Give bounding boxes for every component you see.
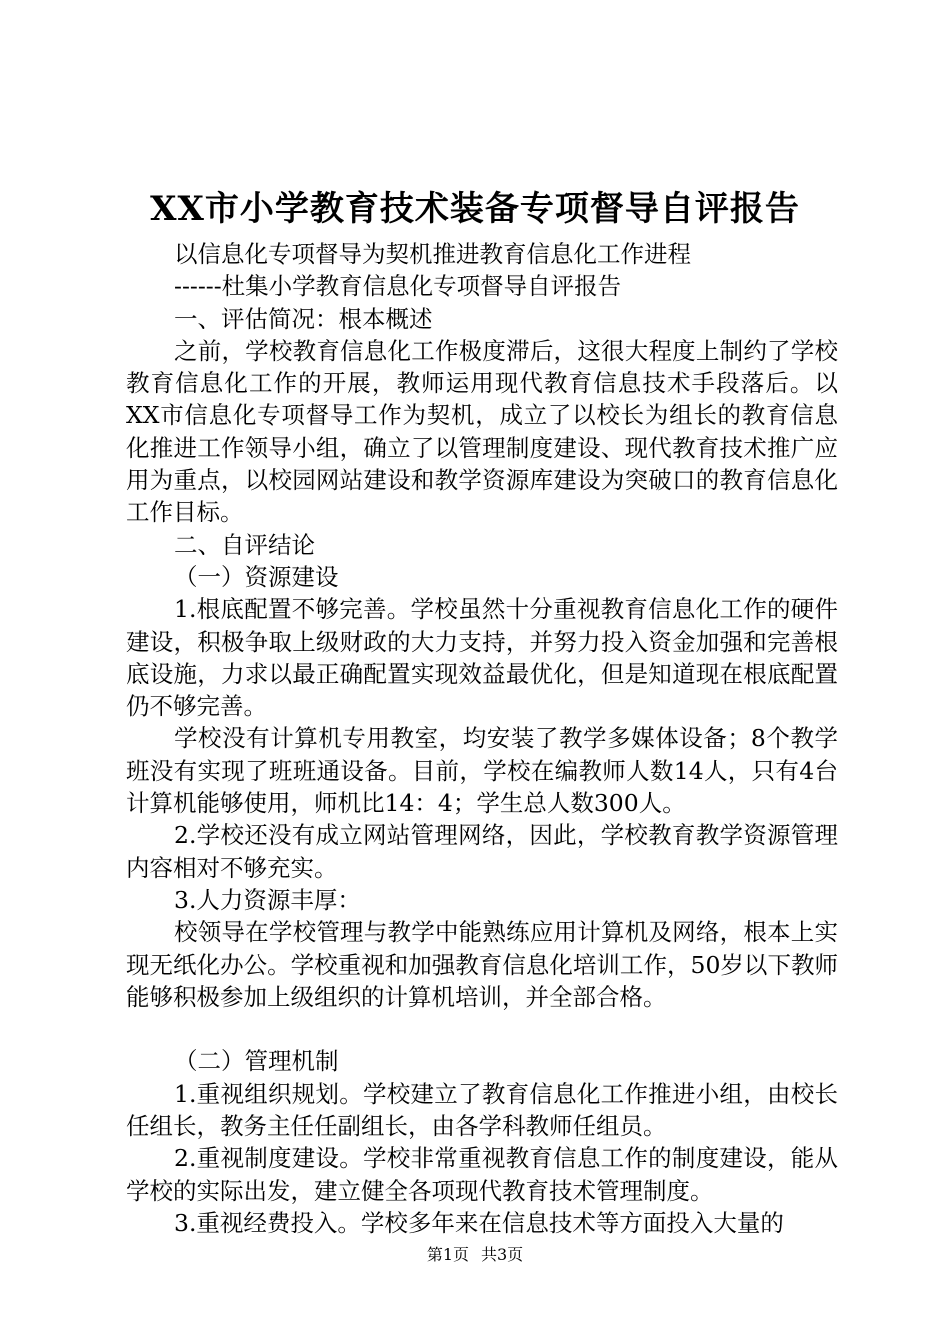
page-footer [0,1244,950,1266]
blank-line [126,1013,838,1045]
document-body [126,238,838,1239]
document-title: XX市小学教育技术装备专项督导自评报告 [150,189,800,229]
paragraph: 1.重视组织规划。学校建立了教育信息化工作推进小组，由校长任组长，教务主任任副组长，由各学科教师任组员。 [126,1079,838,1141]
subsection-heading: （二）管理机制 [174,1047,339,1076]
subsection-heading: （一）资源建设 [174,562,339,591]
paragraph: 2.学校还没有成立网站管理网络，因此，学校教育教学资源管理内容相对不够充实。 [126,821,838,882]
paragraph: 学校没有计算机专用教室，均安装了教学多媒体设备；8个教学班没有实现了班班通设备。目前，学校在编教师人数14人，只有4台计算机能够使用，师机比14：4；学生总人数300人。 [126,724,838,818]
paragraph: 2.重视制度建设。学校非常重视教育信息工作的制度建设，能从学校的实际出发，建立健全各项现代教育技术管理制度。 [126,1144,838,1205]
paragraph: 校领导在学校管理与教学中能熟练应用计算机及网络，根本上实现无纸化办公。学校重视和加强教育信息化培训工作，50岁以下教师能够积极参加上级组织的计算机培训，并全部合格。 [126,918,838,1011]
paragraph: 3.重视经费投入。学校多年来在信息技术等方面投入大量的 [174,1208,784,1237]
subtitle-secondary: ------杜集小学教育信息化专项督导自评报告 [174,272,622,301]
paragraph: 之前，学校教育信息化工作极度滞后，这很大程度上制约了学校教育信息化工作的开展，教师运用现代教育信息技术手段落后。以XX市信息化专项督导工作为契机，成立了以校长为组长的教育信息化推进工作领导小组，确立了以管理制度建设、现代教育技术推广应用为重点，以校园网站建设和教学资源库建设为突破口的教育信息化工作目标。 [126,336,838,527]
paragraph: 1.根底配置不够完善。学校虽然十分重视教育信息化工作的硬件建设，积极争取上级财政的大力支持，并努力投入资金加强和完善根底设施，力求以最正确配置实现效益最优化，但是知道现在根底配置仍不够完善。 [126,595,838,721]
section-heading: 一、评估简况：根本概述 [174,304,433,333]
page-total: 共3页 [481,1245,524,1264]
subtitle: 以信息化专项督导为契机推进教育信息化工作进程 [174,240,691,268]
paragraph: 3.人力资源丰厚： [174,885,361,914]
page-number: 第1页 [426,1245,469,1264]
section-heading: 二、自评结论 [174,530,315,559]
